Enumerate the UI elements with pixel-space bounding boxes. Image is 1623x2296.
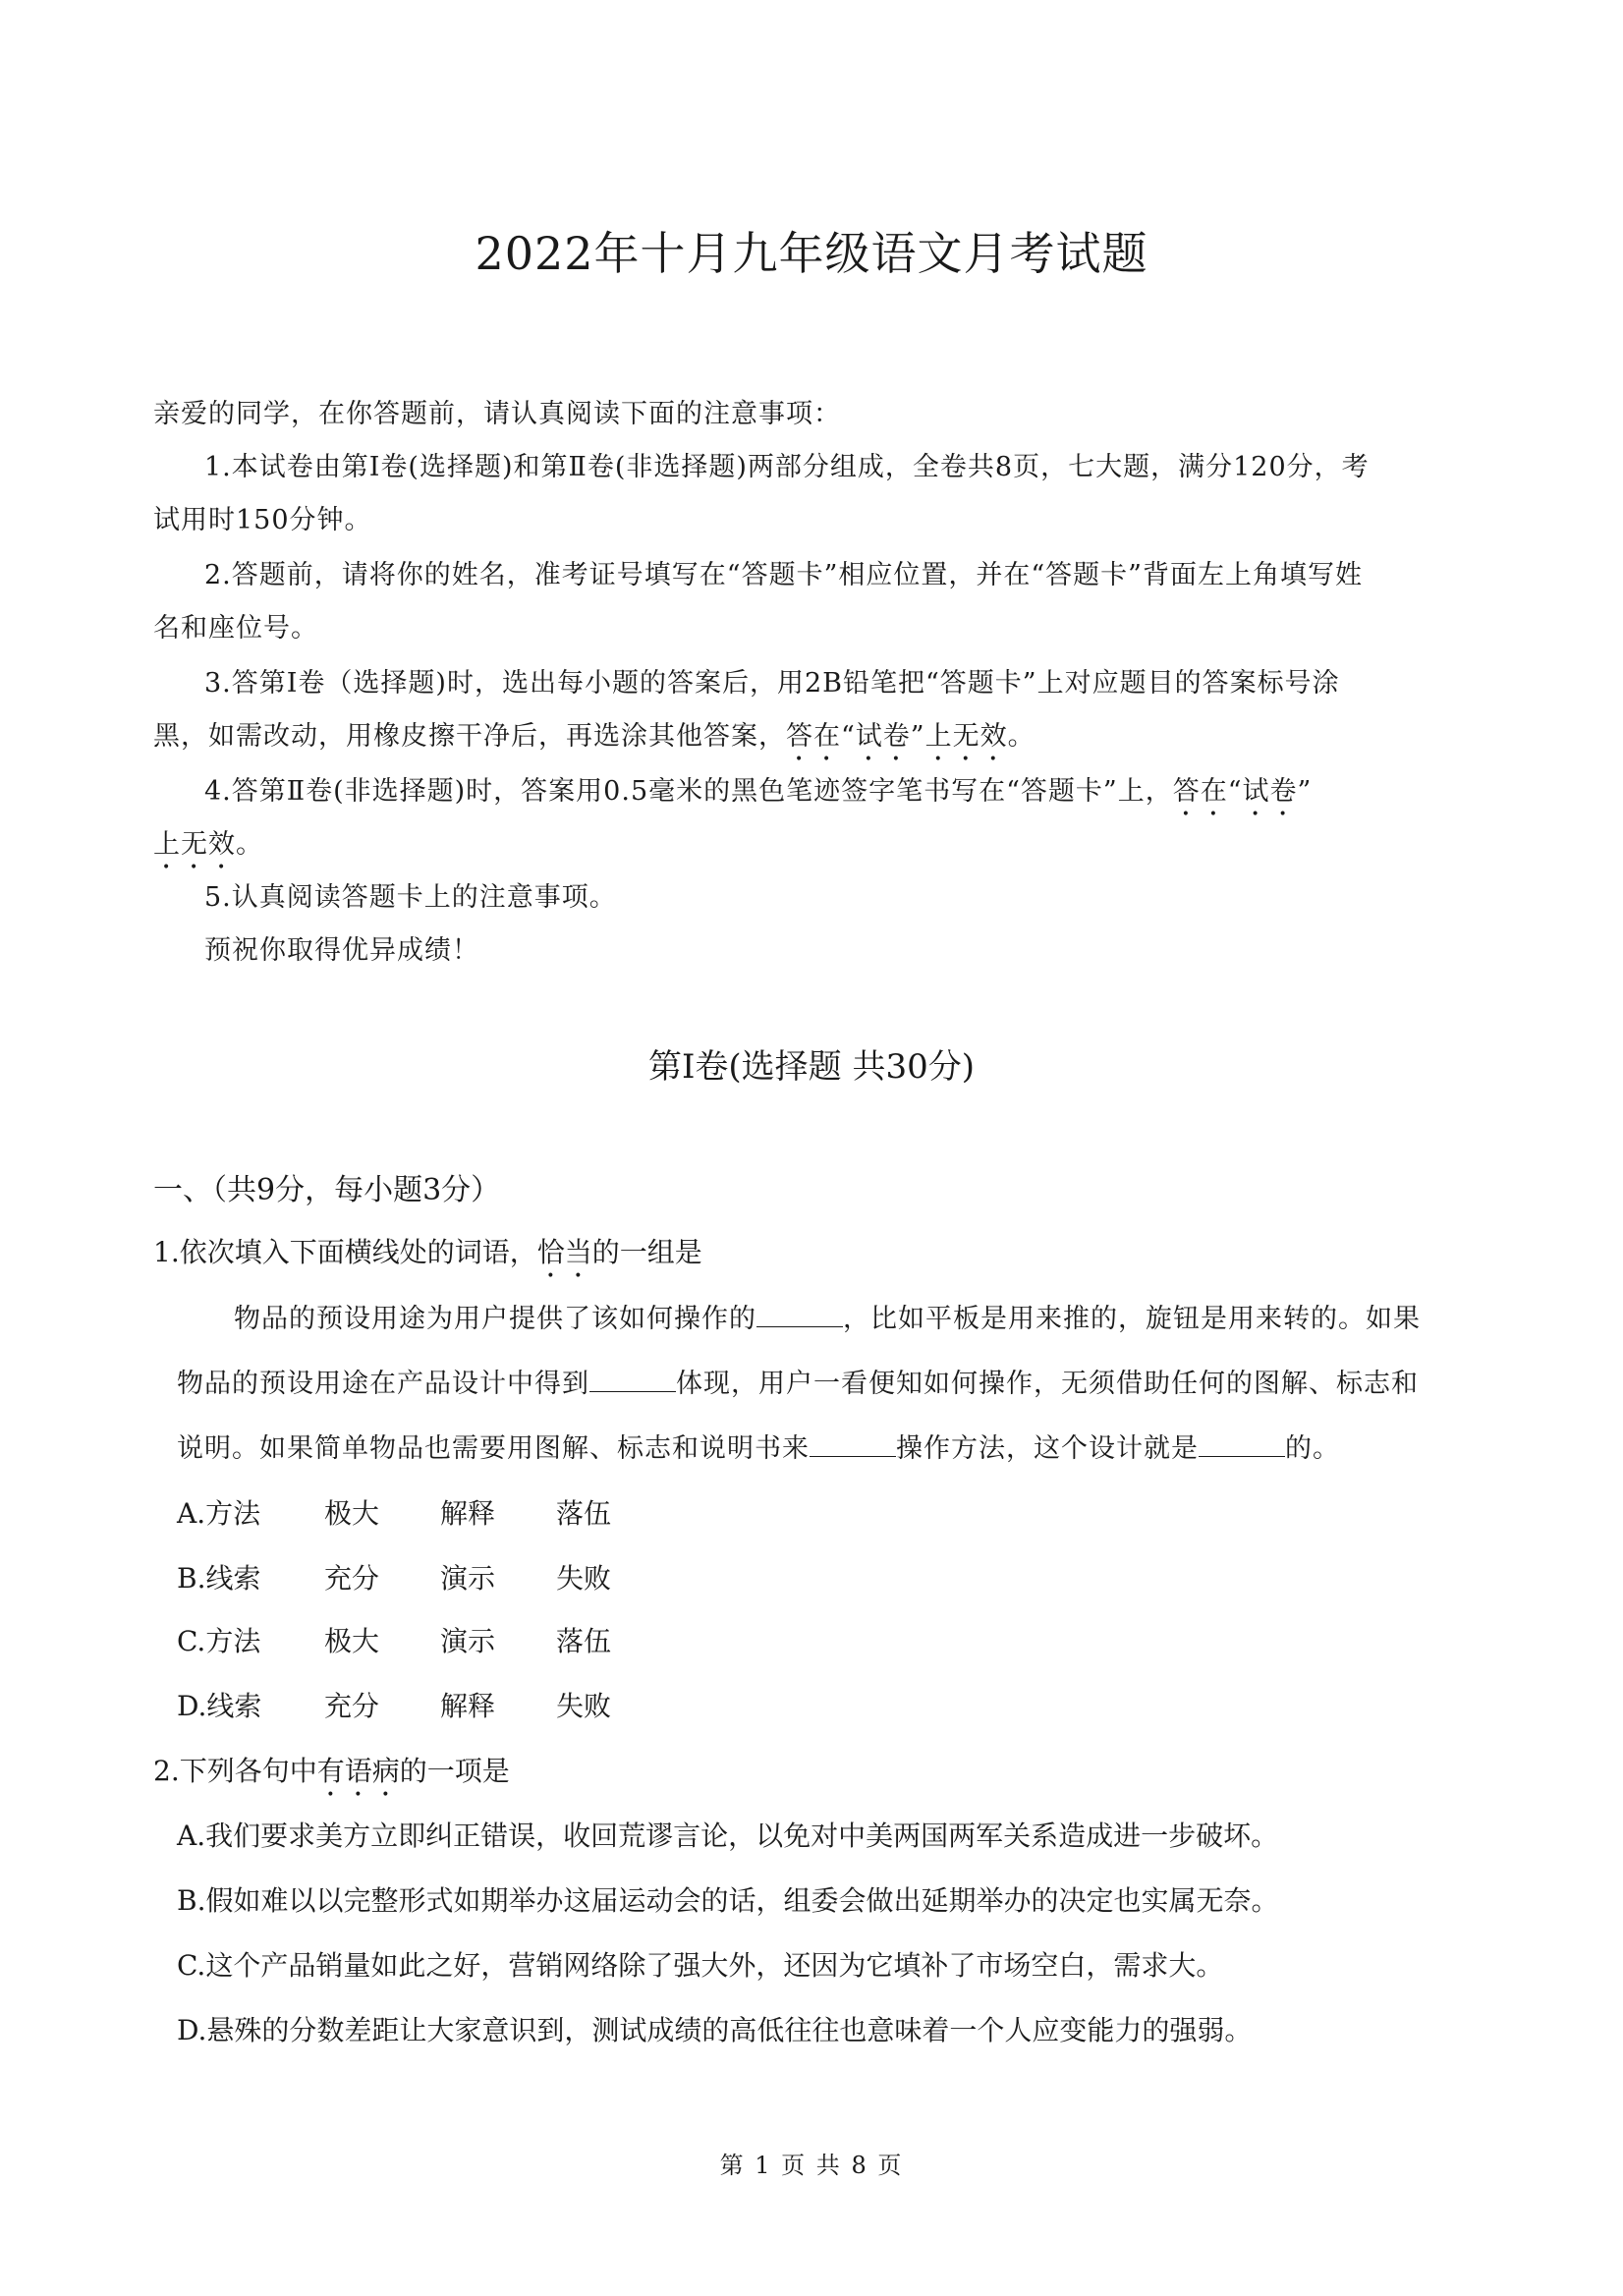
- q2-option-a: A.我们要求美方立即纠正错误，收回荒谬言论，以免对中美两国两军关系造成进一步破坏。: [177, 1820, 1279, 1852]
- notice-item-4-line-2: [153, 827, 263, 875]
- blank-3: [810, 1455, 896, 1457]
- notice-intro: 亲爱的同学，在你答题前，请认真阅读下面的注意事项：: [153, 399, 841, 429]
- exam-title: 2022年十月九年级语文月考试题: [475, 227, 1148, 280]
- notice-item-4-emphasis-b: 上无效: [153, 829, 236, 860]
- notice-item-2-line-1: 2.答题前，请将你的姓名，准考证号填写在“答题卡”相应位置，并在“答题卡”背面左上角填写姓: [204, 560, 1363, 590]
- passage-g: 的。: [1285, 1433, 1340, 1464]
- notice-item-5: 5.认真阅读答题卡上的注意事项。: [204, 882, 617, 913]
- notice-item-4-text: 4.答第Ⅱ卷(非选择题)时，答案用0.5毫米的黑色笔迹签字笔书写在“答题卡”上，: [204, 776, 1173, 807]
- passage-line-3: [177, 1417, 1474, 1482]
- passage-a: 物品的预设用途为用户提供了该如何操作的: [234, 1304, 756, 1334]
- question-1-passage: [177, 1287, 1474, 1482]
- q1-option-c: C.方法 极大 演示 落伍: [177, 1625, 612, 1657]
- notice-item-3-emphasis: 答在“试卷”上无效: [786, 721, 1008, 752]
- q2-stem-emphasis: 有语病: [316, 1755, 400, 1787]
- notice-item-1-line-1: 1.本试卷由第Ⅰ卷(选择题)和第Ⅱ卷(非选择题)两部分组成，全卷共8页，七大题，满分120分，考: [204, 452, 1370, 482]
- question-2-stem: [153, 1753, 510, 1803]
- section-1-title: 第Ⅰ卷(选择题 共30分): [647, 1047, 976, 1087]
- notice-item-2-line-2: 名和座位号。: [153, 613, 318, 644]
- passage-e: 说明。如果简单物品也需要用图解、标志和说明书来: [177, 1433, 810, 1464]
- blank-1: [756, 1325, 843, 1327]
- q1-stem-text: 1.依次填入下面横线处的词语，: [153, 1236, 537, 1268]
- notice-item-4-emphasis-a: 答在“试卷”: [1172, 776, 1313, 807]
- notice-item-4-end: 。: [236, 829, 263, 860]
- passage-line-1: [177, 1287, 1474, 1352]
- passage-c: 物品的预设用途在产品设计中得到: [177, 1369, 589, 1399]
- notice-item-3-line-1: 3.答第Ⅰ卷（选择题)时，选出每小题的答案后，用2B铅笔把“答题卡”上对应题目的答案标号涂: [204, 668, 1340, 699]
- passage-b: ，比如平板是用来推的，旋钮是用来转的。如果: [843, 1304, 1421, 1334]
- q1-option-b: B.线索 充分 演示 失败: [177, 1562, 612, 1595]
- passage-f: 操作方法，这个设计就是: [896, 1433, 1199, 1464]
- q1-stem-end: 的一组是: [591, 1236, 702, 1268]
- notice-item-3-end: 。: [1007, 721, 1035, 752]
- q2-stem-end: 的一项是: [399, 1755, 510, 1787]
- q2-option-b: B.假如难以以完整形式如期举办这届运动会的话，组委会做出延期举办的决定也实属无奈。: [177, 1884, 1279, 1917]
- q2-option-c: C.这个产品销量如此之好，营销网络除了强大外，还因为它填补了市场空白，需求大。: [177, 1949, 1224, 1982]
- q2-stem-text: 2.下列各句中: [153, 1755, 317, 1787]
- notice-wish: 预祝你取得优异成绩！: [204, 935, 479, 966]
- q1-stem-emphasis: 恰当: [536, 1236, 592, 1268]
- passage-d: 体现，用户一看便知如何操作，无须借助任何的图解、标志和: [676, 1369, 1419, 1399]
- blank-4: [1199, 1455, 1285, 1457]
- q2-option-d: D.悬殊的分数差距让大家意识到，测试成绩的高低往往也意味着一个人应变能力的强弱。: [177, 2014, 1253, 2046]
- notice-item-1-line-2: 试用时150分钟。: [153, 505, 372, 535]
- question-1-stem: [153, 1234, 702, 1284]
- passage-line-2: [177, 1352, 1474, 1417]
- page-footer: 第 1 页 共 8 页: [719, 2152, 904, 2179]
- notice-item-3-text: 黑，如需改动，用橡皮擦干净后，再选涂其他答案，: [153, 721, 786, 752]
- notice-item-4-line-1: [204, 774, 1312, 822]
- q1-option-d: D.线索 充分 解释 失败: [177, 1690, 612, 1722]
- notice-item-3-line-2: [153, 719, 1035, 767]
- part-1-heading: 一、（共9分，每小题3分）: [153, 1173, 501, 1207]
- q1-option-a: A.方法 极大 解释 落伍: [177, 1497, 612, 1530]
- blank-2: [589, 1390, 676, 1392]
